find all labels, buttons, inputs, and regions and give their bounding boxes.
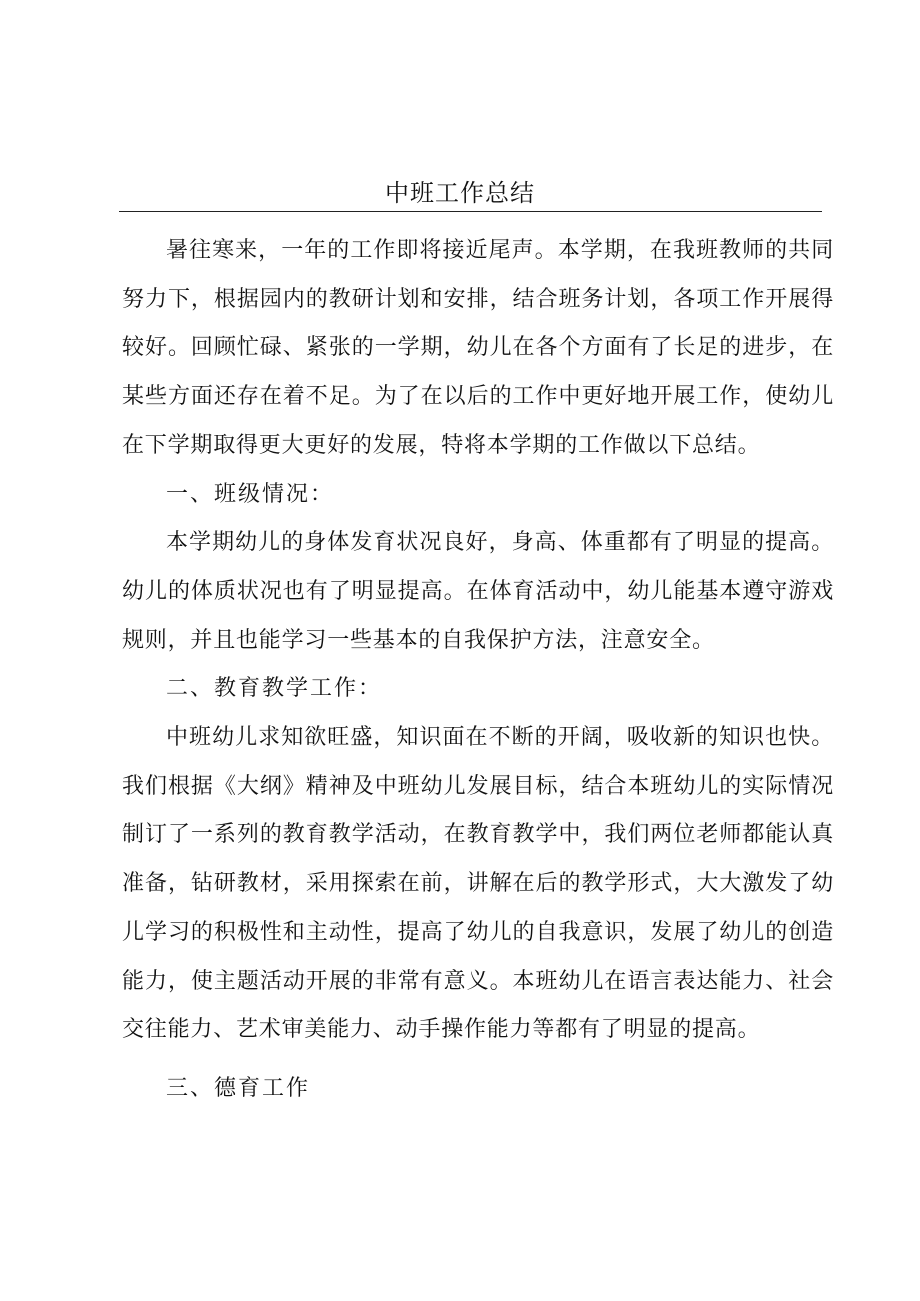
section-heading-class-situation: 一、班级情况： <box>166 481 335 507</box>
title-underline <box>119 211 822 212</box>
paragraph-intro: 暑往寒来，一年的工作即将接近尾声。本学期，在我班教师的共同努力下，根据园内的教研计划和安排，结合班务计划，各项工作开展得较好。回顾忙碌、紧张的一学期，幼儿在各个方面有了长足的进步，在某些方面还存在着不足。为了在以后的工作中更好地开展工作，使幼儿在下学期取得更大更好的发展，特将本学期的工作做以下总结。 <box>122 238 834 458</box>
document-title: 中班工作总结 <box>385 179 535 207</box>
section-heading-teaching-work: 二、教育教学工作： <box>166 676 383 702</box>
paragraph-class-situation: 本学期幼儿的身体发育状况良好，身高、体重都有了明显的提高。幼儿的体质状况也有了明显提高。在体育活动中，幼儿能基本遵守游戏规则，并且也能学习一些基本的自我保护方法，注意安全。 <box>122 530 834 653</box>
paragraph-teaching-work: 中班幼儿求知欲旺盛，知识面在不断的开阔，吸收新的知识也快。我们根据《大纲》精神及中班幼儿发展目标，结合本班幼儿的实际情况制订了一系列的教育教学活动，在教育教学中，我们两位老师都能认真准备，钻研教材，采用探索在前，讲解在后的教学形式，大大激发了幼儿学习的积极性和主动性，提高了幼儿的自我意识，发展了幼儿的创造能力，使主题活动开展的非常有意义。本班幼儿在语言表达能力、社会交往能力、艺术审美能力、动手操作能力等都有了明显的提高。 <box>122 725 834 1043</box>
document-body <box>122 227 834 1114</box>
section-heading-moral-education: 三、德育工作 <box>166 1075 311 1101</box>
